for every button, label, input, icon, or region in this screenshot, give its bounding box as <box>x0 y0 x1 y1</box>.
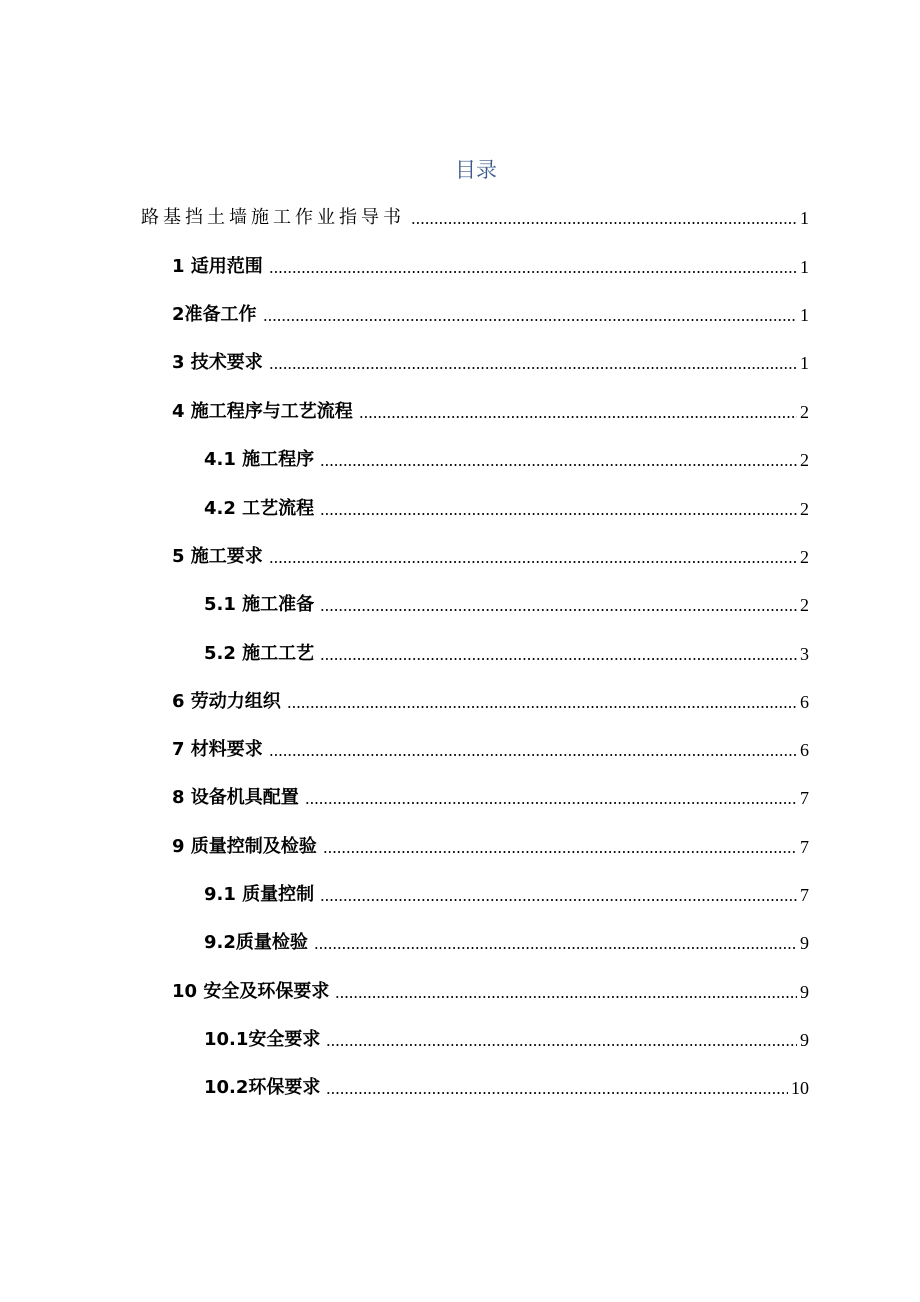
toc-entry-page-number: 1 <box>800 305 809 325</box>
toc-entry-page-number: 9 <box>800 933 809 953</box>
toc-entry-page-number: 2 <box>800 595 809 615</box>
toc-entry-page-number: 9 <box>800 982 809 1002</box>
toc-entry-label: 3 技术要求 <box>172 352 263 373</box>
dot-leader <box>269 752 797 758</box>
toc-entry-label: 7 材料要求 <box>172 739 263 760</box>
toc-entry-page-number: 2 <box>800 499 809 519</box>
dot-leader <box>314 945 797 951</box>
toc-entry-document-title[interactable] <box>141 203 809 233</box>
toc-entry-page-number: 10 <box>791 1078 809 1098</box>
dot-leader <box>320 462 797 468</box>
toc-entry-label: 4.1 施工程序 <box>204 449 315 470</box>
toc-entry-10[interactable] <box>172 977 809 1007</box>
toc-title: 目录 <box>455 158 497 182</box>
dot-leader <box>320 607 797 613</box>
dot-leader <box>320 656 797 662</box>
toc-entry-label: 9 质量控制及检验 <box>172 836 317 857</box>
toc-entry-page-number: 2 <box>800 402 809 422</box>
toc-entry-page-number: 3 <box>800 644 809 664</box>
toc-entry-9-1[interactable] <box>204 880 809 910</box>
toc-entry-5-1[interactable] <box>204 590 809 620</box>
dot-leader <box>320 897 797 903</box>
toc-entry-label: 9.1 质量控制 <box>204 884 315 905</box>
dot-leader <box>269 365 797 371</box>
dot-leader <box>269 269 797 275</box>
dot-leader <box>263 317 797 323</box>
dot-leader <box>305 800 797 806</box>
toc-entry-page-number: 1 <box>800 208 809 228</box>
toc-entry-page-number: 6 <box>800 692 809 712</box>
toc-entry-1[interactable] <box>172 252 809 282</box>
toc-entry-label: 4 施工程序与工艺流程 <box>172 401 353 422</box>
toc-entry-9-2[interactable] <box>204 928 809 958</box>
toc-entry-page-number: 1 <box>800 353 809 373</box>
toc-entry-page-number: 7 <box>800 885 809 905</box>
toc-entry-page-number: 2 <box>800 547 809 567</box>
toc-entry-label: 5 施工要求 <box>172 546 263 567</box>
toc-entry-label: 10.1安全要求 <box>204 1029 321 1050</box>
toc-entry-4-2[interactable] <box>204 494 809 524</box>
toc-entry-label: 10.2环保要求 <box>204 1077 321 1098</box>
toc-entry-page-number: 7 <box>800 788 809 808</box>
dot-leader <box>323 849 797 855</box>
toc-entry-label: 5.1 施工准备 <box>204 594 315 615</box>
toc-entry-page-number: 1 <box>800 257 809 277</box>
toc-entry-label: 4.2 工艺流程 <box>204 498 315 519</box>
toc-entry-label: 6 劳动力组织 <box>172 691 281 712</box>
dot-leader <box>411 220 797 226</box>
toc-entry-label: 路基挡土墙施工作业指导书 <box>141 207 405 228</box>
toc-entry-page-number: 7 <box>800 837 809 857</box>
toc-entry-label: 10 安全及环保要求 <box>172 981 330 1002</box>
toc-entry-8[interactable] <box>172 783 809 813</box>
toc-entry-page-number: 2 <box>800 450 809 470</box>
toc-entry-page-number: 9 <box>800 1030 809 1050</box>
toc-entry-4-1[interactable] <box>204 445 809 475</box>
toc-entry-5-2[interactable] <box>204 639 809 669</box>
toc-entry-10-1[interactable] <box>204 1025 809 1055</box>
toc-entry-label: 9.2质量检验 <box>204 932 308 953</box>
toc-entry-page-number: 6 <box>800 740 809 760</box>
toc-entry-9[interactable] <box>172 832 809 862</box>
dot-leader <box>269 559 797 565</box>
toc-entry-3[interactable] <box>172 348 809 378</box>
dot-leader <box>326 1090 788 1096</box>
dot-leader <box>326 1042 797 1048</box>
dot-leader <box>320 511 797 517</box>
toc-entry-2[interactable] <box>172 300 809 330</box>
toc-entry-label: 1 适用范围 <box>172 256 263 277</box>
toc-entry-10-2[interactable] <box>204 1073 809 1103</box>
toc-entry-label: 8 设备机具配置 <box>172 787 299 808</box>
dot-leader <box>287 704 797 710</box>
toc-entry-4[interactable] <box>172 397 809 427</box>
toc-entry-label: 5.2 施工工艺 <box>204 643 315 664</box>
dot-leader <box>335 994 797 1000</box>
toc-entry-5[interactable] <box>172 542 809 572</box>
toc-entry-label: 2准备工作 <box>172 304 257 325</box>
toc-entry-6[interactable] <box>172 687 809 717</box>
toc-entry-7[interactable] <box>172 735 809 765</box>
dot-leader <box>359 414 797 420</box>
